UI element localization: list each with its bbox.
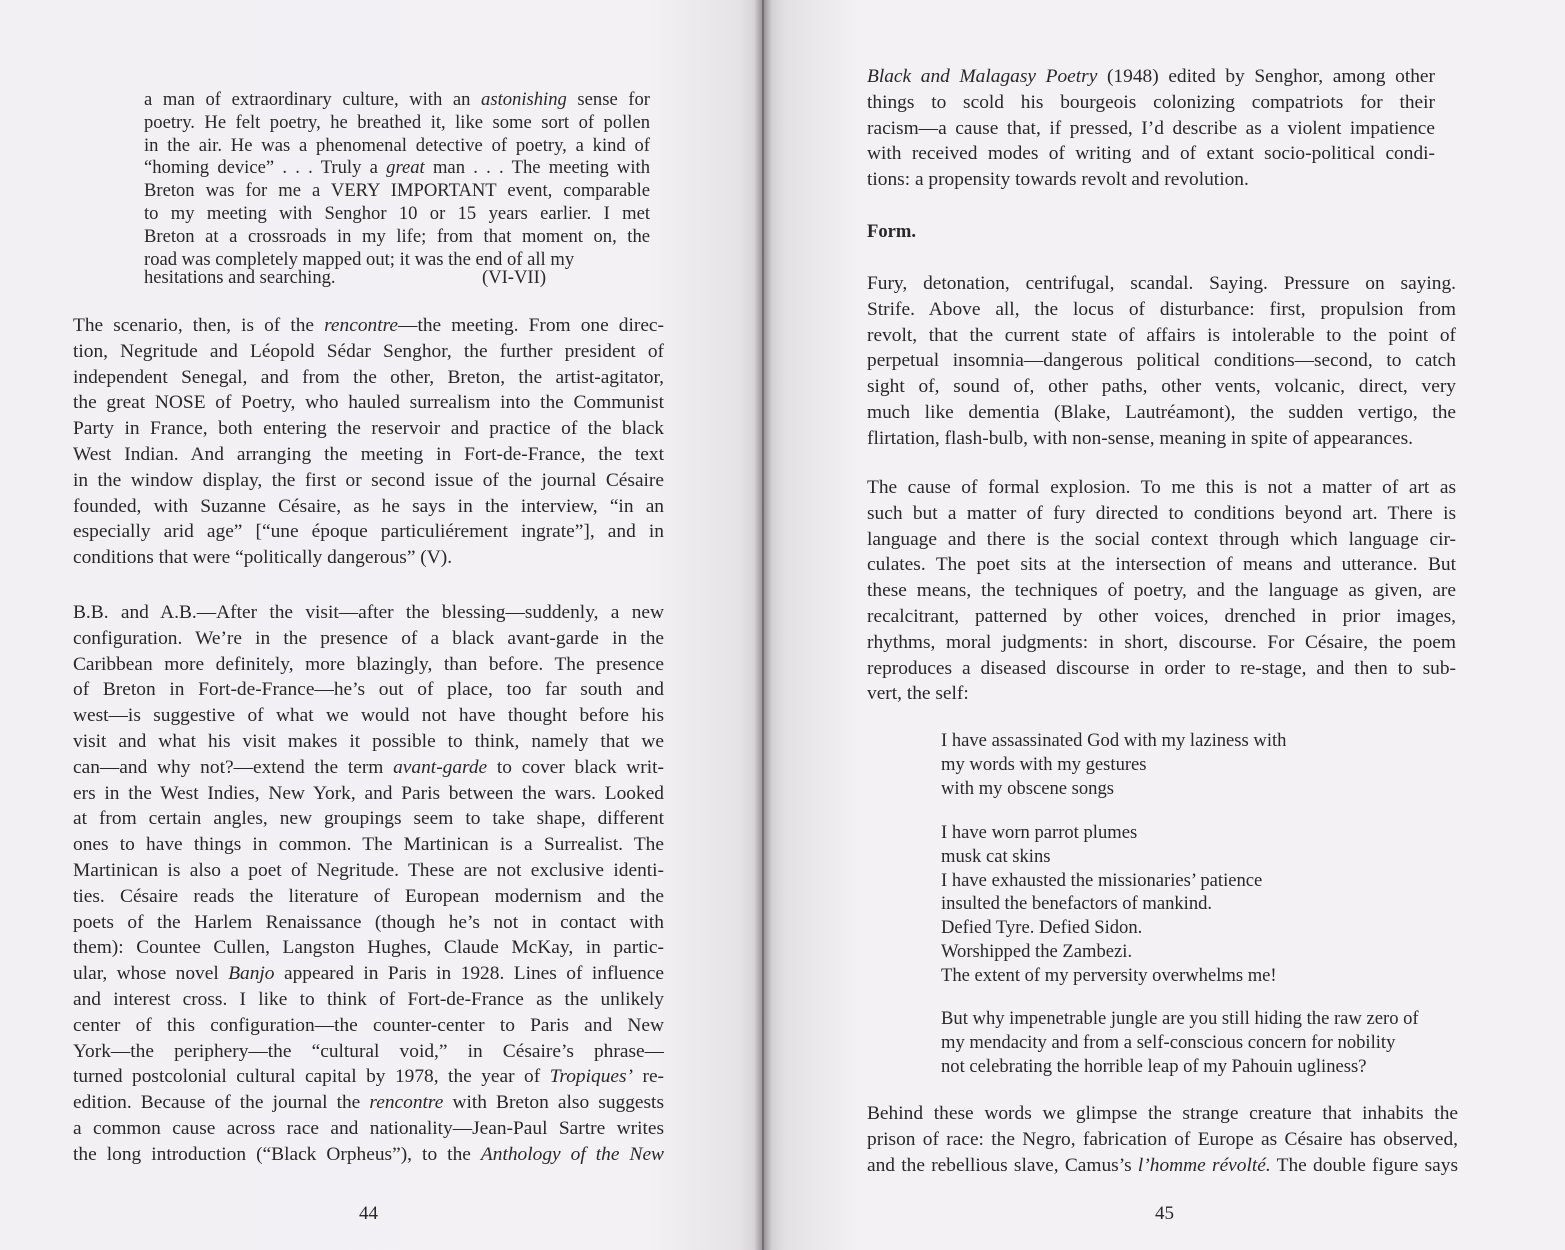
poem-line: Defied Tyre. Defied Sidon. [941,917,1143,939]
paragraph-bb-ab [73,600,664,1168]
block-quote-line: in the air. He was a phenomenal detective of poetry, a kind of [144,134,650,156]
poem-line: with my obscene songs [941,777,1115,799]
text-line: things to scold his bourgeois colonizing compatriots for their [867,91,1435,113]
left-page [0,0,762,1250]
poem-line: insulted the benefactors of mankind. [941,893,1213,915]
text-line: sight of, sound of, other paths, other vents, volcanic, direct, very [867,376,1456,398]
text-line: perpetual insomnia—dangerous political conditions—second, to catch [867,350,1456,372]
poem-stanza-1 [941,729,1286,800]
text-line: edition. Because of the journal the rencontre with Breton also suggests [73,1092,664,1114]
paragraph-formal-explosion [867,475,1456,707]
block-quote-line: poetry. He felt poetry, he breathed it, like some sort of pollen [144,111,650,133]
text-line: with received modes of writing and of extant socio-political condi- [867,143,1435,165]
block-quote-line: Breton was for me a VERY IMPORTANT event, comparable [144,180,650,202]
text-line: Strife. Above all, the locus of disturbance: first, propulsion from [867,298,1456,320]
text-line: poets of the Harlem Renaissance (though he’s not in contact with [73,911,664,933]
poem-line: musk cat skins [941,845,1051,867]
book-gutter [754,0,772,1250]
text-line: ers in the West Indies, New York, and Paris between the wars. Looked [73,782,664,804]
right-page [762,0,1565,1250]
text-line: racism—a cause that, if pressed, I’d describe as a violent impatience [867,117,1435,139]
text-line: turned postcolonial cultural capital by 1978, the year of Tropiques’ re- [73,1066,664,1088]
text-line: west—is suggestive of what we would not have thought before his [73,705,664,727]
text-line: ones to have things in common. The Martinican is a Surrealist. The [73,834,664,856]
text-line: ties. Césaire reads the literature of European modernism and the [73,885,664,907]
text-line: vert, the self: [867,683,969,705]
text-line: Martinican is also a poet of Negritude. These are not exclusive identi- [73,859,664,881]
poem-line: I have assassinated God with my laziness with [941,730,1287,751]
poem-line: The extent of my perversity overwhelms me! [941,964,1277,986]
block-quote-line: “homing device” . . . Truly a great man . . . The meeting with [144,157,650,179]
text-line: Behind these words we glimpse the strange creature that inhabits the [867,1103,1458,1124]
text-line: these means, the techniques of poetry, and the language as given, are [867,580,1456,602]
block-quote-line: road was completely mapped out; it was the end of all my [144,248,575,270]
text-line: conditions that were “politically dangerous” (V). [73,547,453,569]
text-line: language and there is the social context through which language cir- [867,528,1456,550]
paragraph-rencontre [73,313,664,571]
poem-line: not celebrating the horrible leap of my Pahouin ugliness? [941,1055,1367,1077]
poem-stanza-2 [941,821,1277,988]
text-line: such but a matter of fury directed to conditions beyond art. There is [867,502,1456,524]
block-quote-line: a man of extraordinary culture, with an astonishing sense for [144,89,650,110]
text-line: prison of race: the Negro, fabrication of Europe as Césaire has observed, [867,1128,1458,1150]
poem-line: But why impenetrable jungle are you still hiding the raw zero of [941,1008,1419,1029]
poem-line: my words with my gestures [941,753,1147,775]
block-quote-line: Breton at a crossroads in my life; from that moment on, the [144,225,650,247]
text-line: tion, Negritude and Léopold Sédar Senghor, the further president of [73,340,664,362]
text-line: visit and what his visit makes it possible to think, namely that we [73,730,664,752]
text-line: revolt, that the current state of affairs is intolerable to the point of [867,324,1456,346]
text-line: the great NOSE of Poetry, who hauled surrealism into the Communist [73,392,664,414]
text-line: and the rebellious slave, Camus’s l’homme révolté. The double figure says [867,1154,1459,1176]
text-line: ular, whose novel Banjo appeared in Paris in 1928. Lines of influence [73,963,664,985]
page-number-right: 45 [1155,1203,1174,1224]
paragraph-anthology-continued [867,64,1435,193]
text-line: and interest cross. I like to think of Fort-de-France as the unlikely [73,988,664,1010]
text-line: B.B. and A.B.—After the visit—after the blessing—suddenly, a new [73,602,664,623]
poem-line: Worshipped the Zambezi. [941,940,1133,962]
text-line: can—and why not?—extend the term avant-garde to cover black writ- [73,756,664,778]
text-line: Caribbean more definitely, more blazingly, than before. The presence [73,653,664,675]
text-line: in the window display, the first or second issue of the journal Césaire [73,469,664,491]
text-line: tions: a propensity towards revolt and revolution. [867,169,1249,191]
text-line: founded, with Suzanne Césaire, as he says in the interview, “in an [73,495,664,517]
text-line: West Indian. And arranging the meeting in Fort-de-France, the text [73,443,664,465]
section-heading: Form. [867,221,917,242]
text-line: independent Senegal, and from the other, Breton, the artist-agitator, [73,366,664,388]
poem-line: my mendacity and from a self-conscious concern for nobility [941,1031,1396,1053]
text-line: of Breton in Fort-de-France—he’s out of place, too far south and [73,679,664,701]
text-line: much like dementia (Blake, Lautréamont), the sudden vertigo, the [867,401,1456,423]
block-quote [144,89,650,271]
block-quote-last-line: hesitations and searching. [144,267,336,288]
paragraph-fury [867,271,1456,452]
text-line: especially arid age” [“une époque particuliérement ingrate”], and in [73,521,664,543]
text-line: The scenario, then, is of the rencontre—the meeting. From one direc- [73,315,664,336]
text-line: center of this configuration—the counter-center to Paris and New [73,1014,664,1036]
text-line: Black and Malagasy Poetry (1948) edited by Senghor, among other [867,66,1435,87]
text-line: reproduces a diseased discourse in order to re-stage, and then to sub- [867,657,1456,679]
text-line: The cause of formal explosion. To me this is not a matter of art as [867,477,1456,498]
text-line: rhythms, moral judgments: in short, discourse. For Césaire, the poem [867,631,1456,653]
poem-stanza-3 [941,1007,1419,1078]
text-line: at from certain angles, new groupings seem to take shape, different [73,808,664,830]
paragraph-behind-these-words [867,1101,1458,1178]
page-number-left: 44 [359,1203,378,1224]
text-line: a common cause across race and nationality—Jean-Paul Sartre writes [73,1117,664,1139]
text-line: the long introduction (“Black Orpheus”), to the Anthology of the New [73,1143,664,1165]
block-quote-line: to my meeting with Senghor 10 or 15 years earlier. I met [144,202,650,224]
block-quote-citation: (VI-VII) [482,267,547,288]
text-line: configuration. We’re in the presence of a black avant-garde in the [73,627,664,649]
text-line: Party in France, both entering the reservoir and practice of the black [73,418,664,440]
text-line: recalcitrant, patterned by other voices, drenched in prior images, [867,605,1456,627]
text-line: them): Countee Cullen, Langston Hughes, Claude McKay, in partic- [73,937,664,959]
poem-line: I have worn parrot plumes [941,822,1138,843]
poem-line: I have exhausted the missionaries’ patience [941,869,1263,891]
text-line: Fury, detonation, centrifugal, scandal. Saying. Pressure on saying. [867,273,1456,294]
text-line: York—the periphery—the “cultural void,” in Césaire’s phrase— [73,1040,664,1062]
text-line: flirtation, flash-bulb, with non-sense, meaning in spite of appearances. [867,427,1414,449]
text-line: culates. The poet sits at the intersection of means and utterance. But [867,554,1456,576]
